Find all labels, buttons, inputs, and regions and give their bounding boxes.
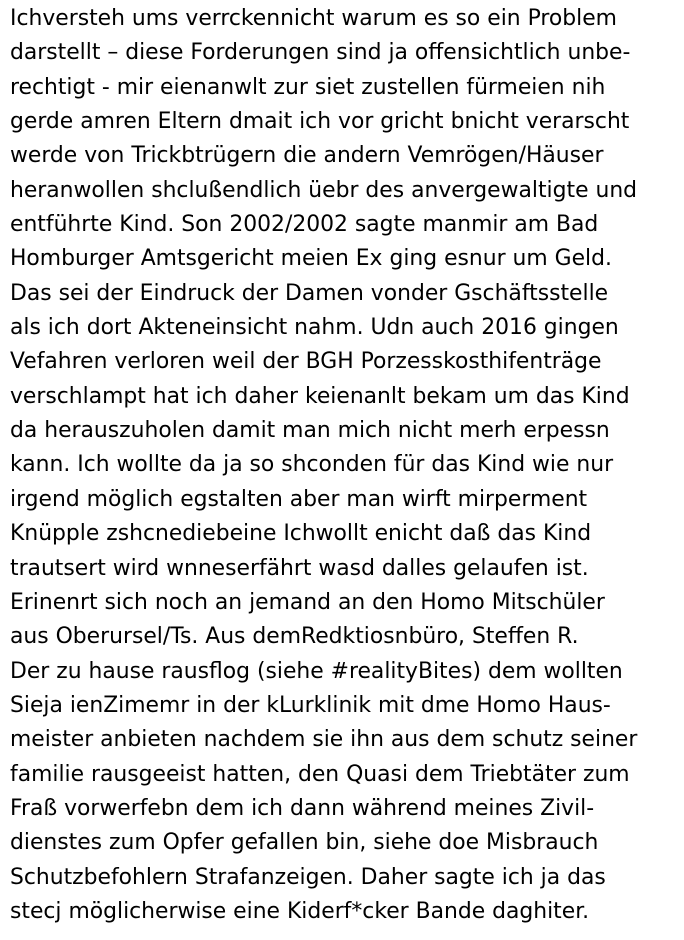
text-line: kann. Ich wollte da ja so shconden für das Kind wie nur	[10, 452, 614, 478]
text-line: irgend möglich egstalten aber man wirft mirperment	[10, 486, 588, 512]
text-line: entführte Kind. Son 2002/2002 sagte manmir am Bad	[10, 212, 599, 238]
text-line: als ich dort Akteneinsicht nahm. Udn auch 2016 gingen	[10, 315, 619, 341]
text-line: trautsert wird wnneserfährt wasd dalles gelaufen ist.	[10, 555, 589, 581]
text-line: meister anbieten nachdem sie ihn aus dem schutz seiner	[10, 727, 638, 753]
text-line: Erinenrt sich noch an jemand an den Homo Mitschüler	[10, 589, 605, 615]
text-line: rechtigt - mir eienanwlt zur siet zustellen fürmeien nih	[10, 74, 606, 100]
text-line: Ichversteh ums verrckennicht warum es so ein Problem	[10, 6, 617, 31]
text-line: familie rausgeeist hatten, den Quasi dem Triebtäter zum	[10, 761, 630, 787]
text-line: Das sei der Eindruck der Damen vonder Gschäftsstelle	[10, 280, 609, 306]
text-line: Homburger Amtsgericht meien Ex ging esnur um Geld.	[10, 246, 612, 272]
text-line: Sieja ienZimemr in der kLurklinik mit dme Homo Haus-	[10, 692, 611, 718]
text-line: Vefahren verloren weil der BGH Porzesskosthifenträge	[10, 349, 602, 375]
text-line: aus Oberursel/Ts. Aus demRedktiosnbüro, Steffen R.	[10, 624, 579, 650]
body-text	[10, 2, 684, 929]
text-line: heranwollen shclußendlich üebr des anvergewaltigte und	[10, 177, 638, 203]
text-line: Der zu hause rausflog (siehe #realityBites) dem wollten	[10, 658, 623, 684]
text-line: Fraß vorwerfebn dem ich dann während meines Zivil-	[10, 795, 595, 821]
text-line: dienstes zum Opfer gefallen bin, siehe doe Misbrauch	[10, 830, 599, 856]
text-line: Schutzbefohlern Strafanzeigen. Daher sagte ich ja das	[10, 864, 606, 890]
text-line: werde von Trickbtrügern die andern Vemrögen/Häuser	[10, 143, 604, 169]
text-line: Knüpple zshcnediebeine Ichwollt enicht daß das Kind	[10, 521, 592, 547]
text-line: da herauszuholen damit man mich nicht merh erpessn	[10, 418, 610, 444]
text-line: darstellt – diese Forderungen sind ja offensichtlich unbe-	[10, 40, 631, 66]
text-line: gerde amren Eltern dmait ich vor gricht bnicht verarscht	[10, 109, 630, 135]
text-line: verschlampt hat ich daher keienanlt bekam um das Kind	[10, 383, 630, 409]
text-line: stecj möglicherwise eine Kiderf*cker Bande daghiter.	[10, 898, 590, 924]
